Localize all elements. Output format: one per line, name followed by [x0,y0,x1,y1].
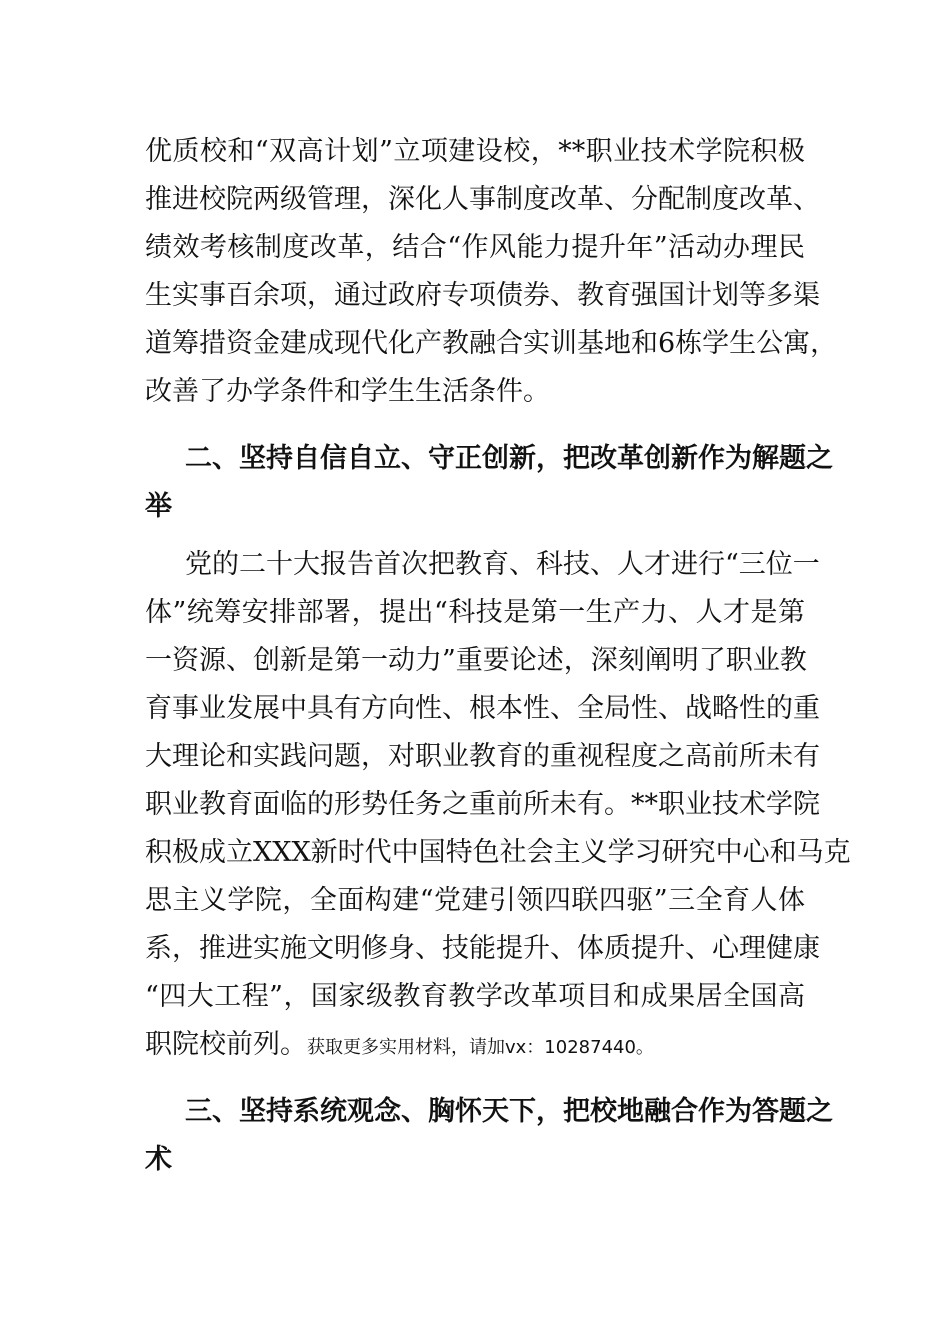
text-line: 生实事百余项，通过政府专项债券、教育强国计划等多渠 [145,280,820,311]
section-heading [145,1088,833,1184]
heading-line: 术 [145,1144,172,1175]
document-body [145,128,851,1184]
heading-line: 举 [145,491,172,522]
text-line: 道筹措资金建成现代化产教融合实训基地和6栋学生公寓， [145,328,838,359]
text-line: 党的二十大报告首次把教育、科技、人才进行“三位一 [185,549,820,580]
contact-note: 获取更多实用材料，请加vx：10287440。 [307,1037,654,1058]
text-line: 优质校和“双高计划”立项建设校，**职业技术学院积极 [145,136,805,167]
heading-line: 三、坚持系统观念、胸怀天下，把校地融合作为答题之 [185,1096,833,1127]
heading-line: 二、坚持自信自立、守正创新，把改革创新作为解题之 [185,443,833,474]
text-line-main: 职院校前列。 [145,1029,307,1060]
section-heading [145,435,833,531]
text-line [145,1021,805,1069]
paragraph [145,541,851,1069]
text-line: 推进校院两级管理，深化人事制度改革、分配制度改革、 [145,184,820,215]
text-line: 一资源、创新是第一动力”重要论述，深刻阐明了职业教 [145,645,807,676]
text-line: 育事业发展中具有方向性、根本性、全局性、战略性的重 [145,693,820,724]
text-line: “四大工程”，国家级教育教学改革项目和成果居全国高 [145,981,805,1012]
text-line: 思主义学院，全面构建“党建引领四联四驱”三全育人体 [145,885,805,916]
text-line: 职业教育面临的形势任务之重前所未有。**职业技术学院 [145,789,820,820]
text-line: 系，推进实施文明修身、技能提升、体质提升、心理健康 [145,933,820,964]
text-line: 大理论和实践问题，对职业教育的重视程度之高前所未有 [145,741,820,772]
text-line: 体”统筹安排部署，提出“科技是第一生产力、人才是第 [145,597,805,628]
text-line: 积极成立XXX新时代中国特色社会主义学习研究中心和马克 [145,837,851,868]
text-line: 绩效考核制度改革，结合“作风能力提升年”活动办理民 [145,232,805,263]
text-line: 改善了办学条件和学生生活条件。 [145,376,550,407]
paragraph [145,128,838,416]
